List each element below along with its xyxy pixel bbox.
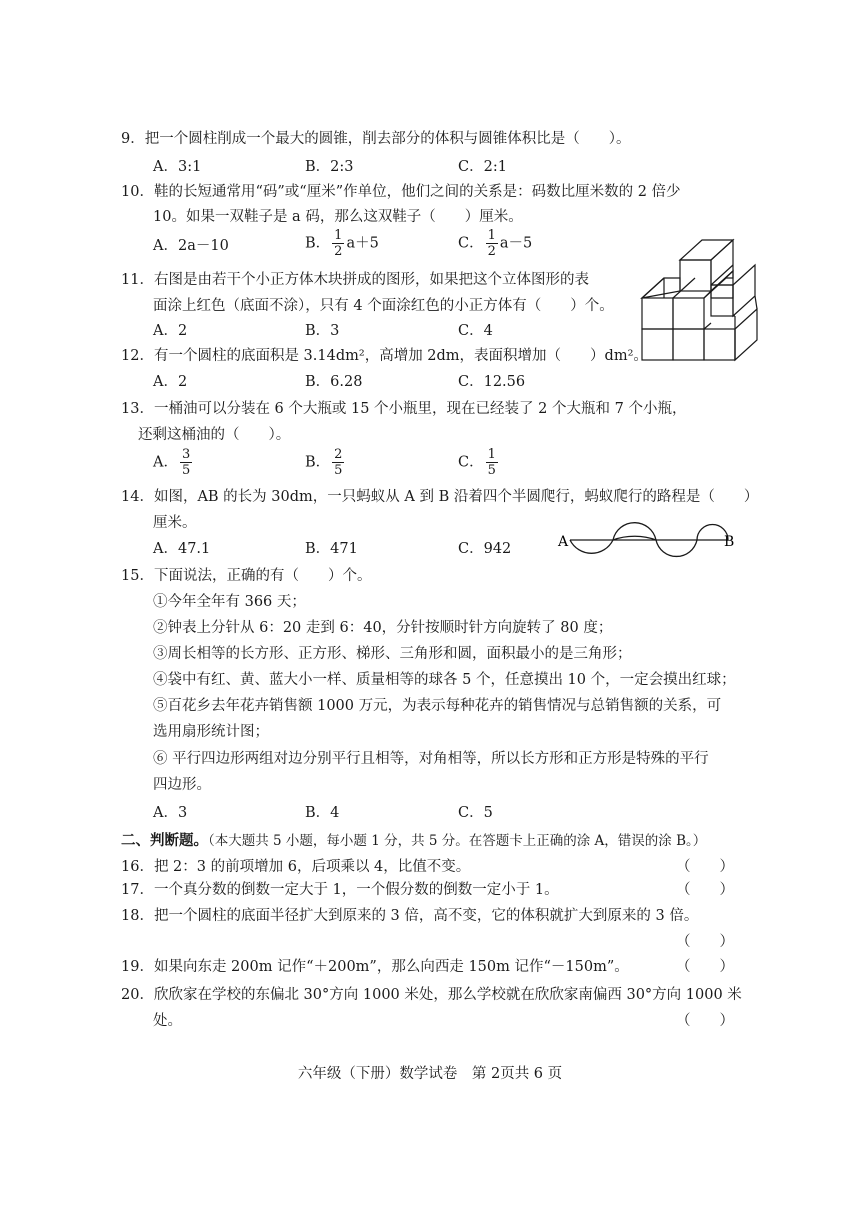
fraction: $\frac{1}{2}$ [487, 228, 496, 259]
q9-option-b: B．2:3 [305, 159, 354, 175]
statement-3: ③周长相等的长方形、正方形、梯形、三角形和圆，面积最小的是三角形； [153, 646, 632, 662]
point-a-label: A [558, 534, 569, 550]
q10-option-a: A．2a－10 [153, 238, 229, 254]
q9-option-a: A．3:1 [153, 159, 202, 175]
question-14-line2: 厘米。 [153, 515, 197, 531]
q19-answer-paren: （ ） [676, 959, 734, 975]
question-20-line2: 处。 [153, 1013, 182, 1029]
q13-option-c: C． $\frac{1}{5}$ [458, 447, 496, 478]
statement-6-line1: ⑥ 平行四边形两组对边分别平行且相等，对角相等，所以长方形和正方形是特殊的平行 [153, 751, 709, 767]
fraction: $\frac{1}{5}$ [487, 447, 496, 478]
statement-1: ①今年全年有 366 天； [153, 594, 306, 610]
q9-option-c: C．2:1 [458, 159, 507, 175]
q13-option-b: B． $\frac{2}{5}$ [305, 447, 343, 478]
q20-answer-paren: （ ） [676, 1013, 734, 1029]
point-b-label: B [724, 534, 735, 550]
q14-option-a: A．47.1 [153, 541, 211, 557]
q10-option-b: B． $\frac{1}{2}$ a＋5 [305, 228, 379, 259]
statement-4: ④袋中有红、黄、蓝大小一样、质量相等的球各 5 个，任意摸出 10 个，一定会摸出红球； [153, 672, 736, 688]
question-18: 18．把一个圆柱的底面半径扩大到原来的 3 倍，高不变，它的体积就扩大到原来的 3 倍。 [121, 908, 699, 924]
fraction: $\frac{1}{2}$ [334, 228, 343, 259]
q11-option-c: C．4 [458, 323, 493, 339]
q12-option-b: B．6.28 [305, 374, 363, 390]
q15-option-c: C．5 [458, 805, 493, 821]
fraction: $\frac{3}{5}$ [181, 447, 191, 478]
section-2-heading [121, 831, 706, 851]
q12-option-a: A．2 [153, 374, 188, 390]
section-2-title: 二、判断题。 [121, 832, 208, 849]
question-15: 15．下面说法，正确的有（ ）个。 [121, 568, 372, 584]
statement-5-line1: ⑤百花乡去年花卉销售额 1000 万元，为表示每种花卉的销售情况与总销售额的关系，可 [153, 698, 722, 714]
q12-option-c: C．12.56 [458, 374, 526, 390]
question-19: 19．如果向东走 200m 记作“＋200m”，那么向西走 150m 记作“－150m”。 [121, 959, 629, 975]
question-17: 17．一个真分数的倒数一定大于 1，一个假分数的倒数一定小于 1。 [121, 882, 559, 898]
question-13-line1: 13．一桶油可以分装在 6 个大瓶或 15 个小瓶里，现在已经装了 2 个大瓶和 7 个小瓶， [121, 401, 687, 417]
q11-option-b: B．3 [305, 323, 340, 339]
q17-answer-paren: （ ） [676, 882, 734, 898]
question-13-line2: 还剩这桶油的（ ）。 [138, 427, 291, 443]
q13-option-a: A． $\frac{3}{5}$ [153, 447, 191, 478]
statement-6-line2: 四边形。 [153, 777, 211, 793]
question-20-line1: 20．欣欣家在学校的东偏北 30°方向 1000 米处，那么学校就在欣欣家南偏西 30°方向 1000 米 [121, 987, 742, 1003]
q11-option-a: A．2 [153, 323, 188, 339]
cube-stack-figure [640, 238, 775, 375]
question-16: 16．把 2：3 的前项增加 6，后项乘以 4，比值不变。 [121, 859, 471, 875]
semicircle-path-figure [556, 512, 746, 564]
statement-2: ②钟表上分针从 6：20 走到 6：40，分针按顺时针方向旋转了 80 度； [153, 620, 613, 636]
question-14-line1: 14．如图，AB 的长为 30dm，一只蚂蚁从 A 到 B 沿着四个半圆爬行，蚂蚁爬行的路程是（ ） [121, 489, 759, 505]
q10-option-c: C． $\frac{1}{2}$ a－5 [458, 228, 533, 259]
question-11-line1: 11．右图是由若干个小正方体木块拼成的图形，如果把这个立体图形的表 [121, 272, 589, 288]
fraction: $\frac{2}{5}$ [334, 447, 343, 478]
page-footer: 六年级（下册）数学试卷 第 2页共 6 页 [297, 1066, 563, 1082]
q14-option-b: B．471 [305, 541, 358, 557]
q18-answer-paren: （ ） [676, 934, 734, 950]
q15-option-a: A．3 [153, 805, 188, 821]
q16-answer-paren: （ ） [676, 859, 734, 875]
question-10-line2: 10。如果一双鞋子是 a 码，那么这双鞋子（ ）厘米。 [153, 209, 523, 225]
q15-option-b: B．4 [305, 805, 340, 821]
question-12: 12．有一个圆柱的底面积是 3.14dm²，高增加 2dm，表面积增加（ ）dm²。 [121, 348, 648, 364]
question-10-line1: 10．鞋的长短通常用“码”或“厘米”作单位，他们之间的关系是：码数比厘米数的 2 倍少 [121, 184, 681, 200]
question-9: 9．把一个圆柱削成一个最大的圆锥，削去部分的体积与圆锥体积比是（ ）。 [121, 131, 631, 147]
section-2-note: （本大题共 5 小题，每小题 1 分，共 5 分。在答题卡上正确的涂 A，错误的涂 B。） [208, 833, 707, 849]
question-11-line2: 面涂上红色（底面不涂），只有 4 个面涂红色的小正方体有（ ）个。 [153, 298, 614, 314]
q14-option-c: C．942 [458, 541, 512, 557]
statement-5-line2: 选用扇形统计图； [153, 724, 269, 740]
